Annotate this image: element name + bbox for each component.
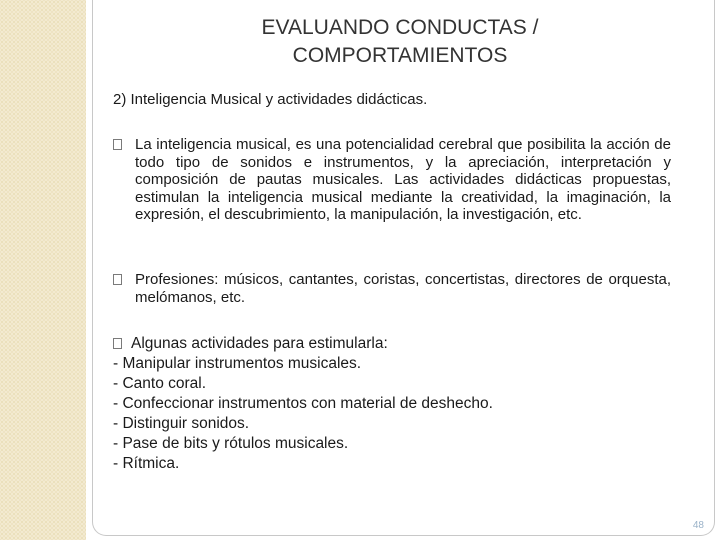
bullet-paragraph-professions: [113, 271, 671, 306]
list-item: - Manipular instrumentos musicales.: [113, 355, 362, 372]
activities-intro: [113, 334, 493, 354]
decorative-side-band: [0, 0, 86, 540]
section-heading: 2) Inteligencia Musical y actividades didácticas.: [113, 91, 428, 108]
square-bullet-icon: [113, 338, 122, 349]
bullet-text: Profesiones: músicos, cantantes, coristas, concertistas, directores de orquesta, melómanos, etc.: [135, 271, 671, 306]
slide-title: [100, 14, 700, 70]
list-item: - Distinguir sonidos.: [113, 415, 250, 432]
list-item: - Confeccionar instrumentos con material de deshecho.: [113, 395, 493, 412]
bullet-text: La inteligencia musical, es una potencialidad cerebral que posibilita la acción de todo tipo de sonidos e instrumentos, y la apreciación, interpretación y composición de pautas musicales. Las actividades didácticas propuestas, estimulan la inteligencia musical mediante la creatividad, la imaginación, la expresión, el descubrimiento, la manipulación, la investigación, etc.: [135, 136, 671, 223]
list-item: - Canto coral.: [113, 375, 207, 392]
page-number: 48: [692, 520, 704, 531]
slide-title-line-1: EVALUANDO CONDUCTAS /: [261, 16, 539, 39]
square-bullet-icon: [113, 139, 122, 150]
bullet-paragraph-musical-intelligence: [113, 136, 671, 224]
list-item: - Rítmica.: [113, 455, 180, 472]
activities-intro-text: Algunas actividades para estimularla:: [131, 335, 388, 352]
activities-list: [113, 334, 493, 474]
square-bullet-icon: [113, 274, 122, 285]
slide-title-line-2: COMPORTAMIENTOS: [292, 44, 508, 67]
list-item: - Pase de bits y rótulos musicales.: [113, 435, 349, 452]
